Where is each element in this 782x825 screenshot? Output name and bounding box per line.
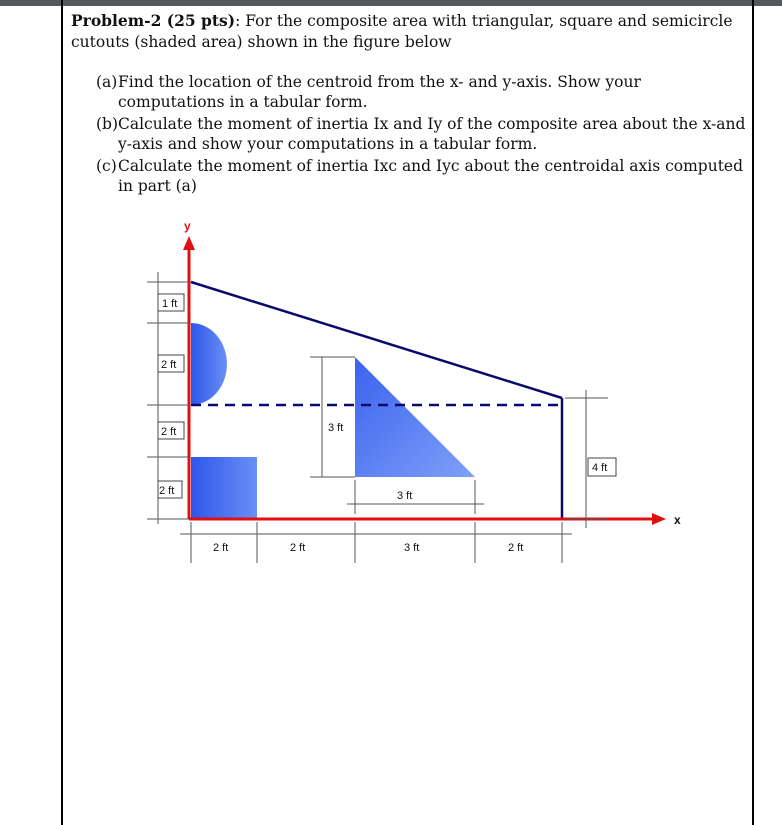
square-cutout xyxy=(191,457,257,519)
part-a-label: (a) xyxy=(96,73,118,91)
bottom-dim-1-label: 2 ft xyxy=(213,542,229,554)
bottom-dim-3-label: 3 ft xyxy=(404,542,420,554)
right-dim-label: 4 ft xyxy=(592,462,608,474)
part-c-text: Calculate the moment of inertia Ixc and Iyc about the centroidal axis computed in part (a) xyxy=(118,157,744,195)
left-dim-3-label: 2 ft xyxy=(161,426,177,438)
y-axis-label: y xyxy=(184,219,191,233)
x-axis-label: x xyxy=(674,513,681,527)
triangle-height-dimension xyxy=(310,357,355,477)
left-dim-2-label: 2 ft xyxy=(161,359,177,371)
left-dim-1-label: 1 ft xyxy=(162,298,178,310)
part-b-text: Calculate the moment of inertia Ix and Iy of the composite area about the x-and y-axis and show your computations in a tabular form. xyxy=(118,115,746,153)
x-axis-arrow-icon xyxy=(652,513,666,525)
y-axis-arrow-icon xyxy=(183,236,195,250)
triangle-height-label: 3 ft xyxy=(328,422,344,434)
problem-intro: : For the composite area with triangular, square and semicircle cutouts (shaded area) shown in the figure below xyxy=(71,12,733,51)
left-dim-4-label: 2 ft xyxy=(159,485,175,497)
problem-heading: Problem-2 (25 pts) xyxy=(71,11,236,30)
triangle-cutout xyxy=(355,357,475,477)
part-a-text: Find the location of the centroid from the x- and y-axis. Show your computations in a tabular form. xyxy=(118,73,641,111)
semicircle-cutout xyxy=(191,323,227,405)
bottom-dim-4-label: 2 ft xyxy=(508,542,524,554)
part-c-label: (c) xyxy=(96,157,117,175)
triangle-base-dimension xyxy=(347,480,484,514)
triangle-base-label: 3 ft xyxy=(397,490,413,502)
bottom-dim-2-label: 2 ft xyxy=(290,542,306,554)
part-b-label: (b) xyxy=(96,115,119,133)
